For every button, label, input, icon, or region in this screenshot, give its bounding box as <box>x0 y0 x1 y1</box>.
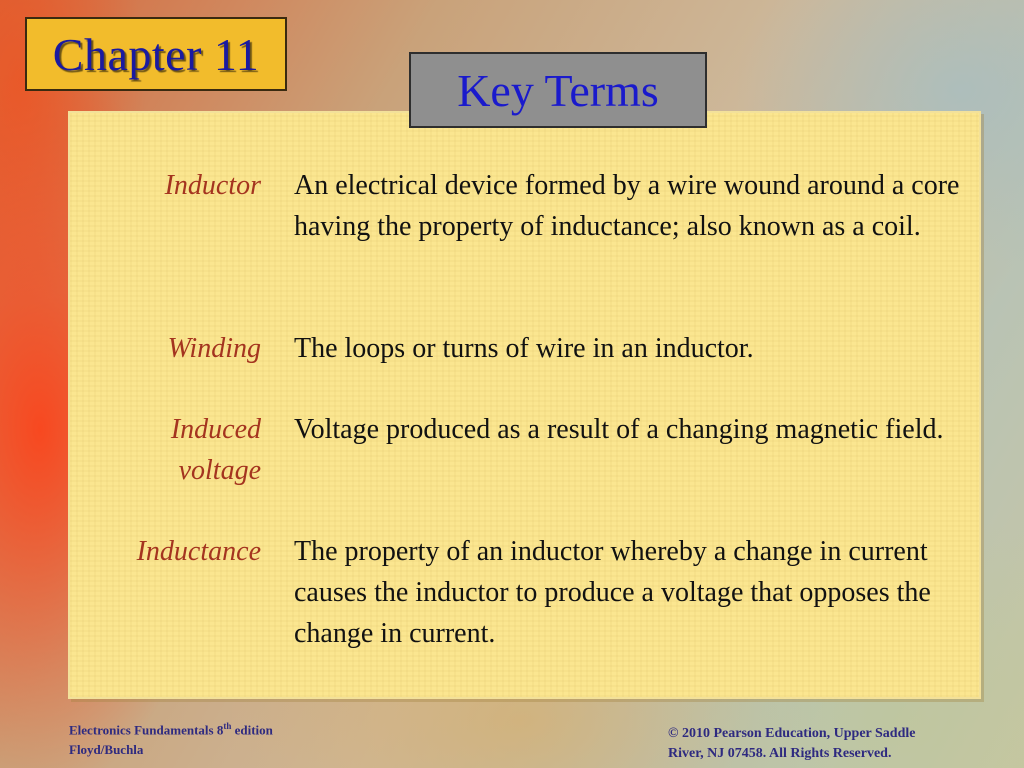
book-title-prefix: Electronics Fundamentals 8 <box>69 722 224 738</box>
term-label <box>81 409 261 491</box>
term-label <box>81 531 261 572</box>
term-label-line1: Winding <box>167 333 261 364</box>
term-label-line1: Induced <box>170 414 261 445</box>
chapter-label-box <box>25 17 287 91</box>
term-definition: Voltage produced as a result of a changing magnetic field. <box>294 414 944 445</box>
footer-book-title <box>69 716 273 740</box>
slide-title-box <box>409 52 707 128</box>
term-label-line1: Inductance <box>136 536 261 567</box>
footer-authors: Floyd/Buchla <box>69 742 144 758</box>
book-title-suffix: edition <box>231 722 273 738</box>
book-title-superscript: th <box>223 721 232 731</box>
footer-book-info <box>69 716 273 760</box>
footer-copyright <box>668 724 998 764</box>
term-label <box>81 165 261 206</box>
term-label <box>81 328 261 369</box>
slide-title: Key Terms <box>457 64 659 116</box>
term-definition: The property of an inductor whereby a change in current causes the inductor to produce a voltage that opposes the change in current. <box>294 536 931 649</box>
copyright-line1: © 2010 Pearson Education, Upper Saddle <box>668 726 916 741</box>
term-label-line1: Inductor <box>164 170 261 201</box>
term-definition: An electrical device formed by a wire wound around a core having the property of inductance; also known as a coil. <box>294 170 960 242</box>
copyright-line2: River, NJ 07458. All Rights Reserved. <box>668 746 892 761</box>
chapter-label: Chapter 11 <box>52 28 260 80</box>
key-terms-panel <box>68 111 981 699</box>
term-definition: The loops or turns of wire in an inductor. <box>294 333 754 364</box>
term-label-line2: voltage <box>178 455 261 486</box>
